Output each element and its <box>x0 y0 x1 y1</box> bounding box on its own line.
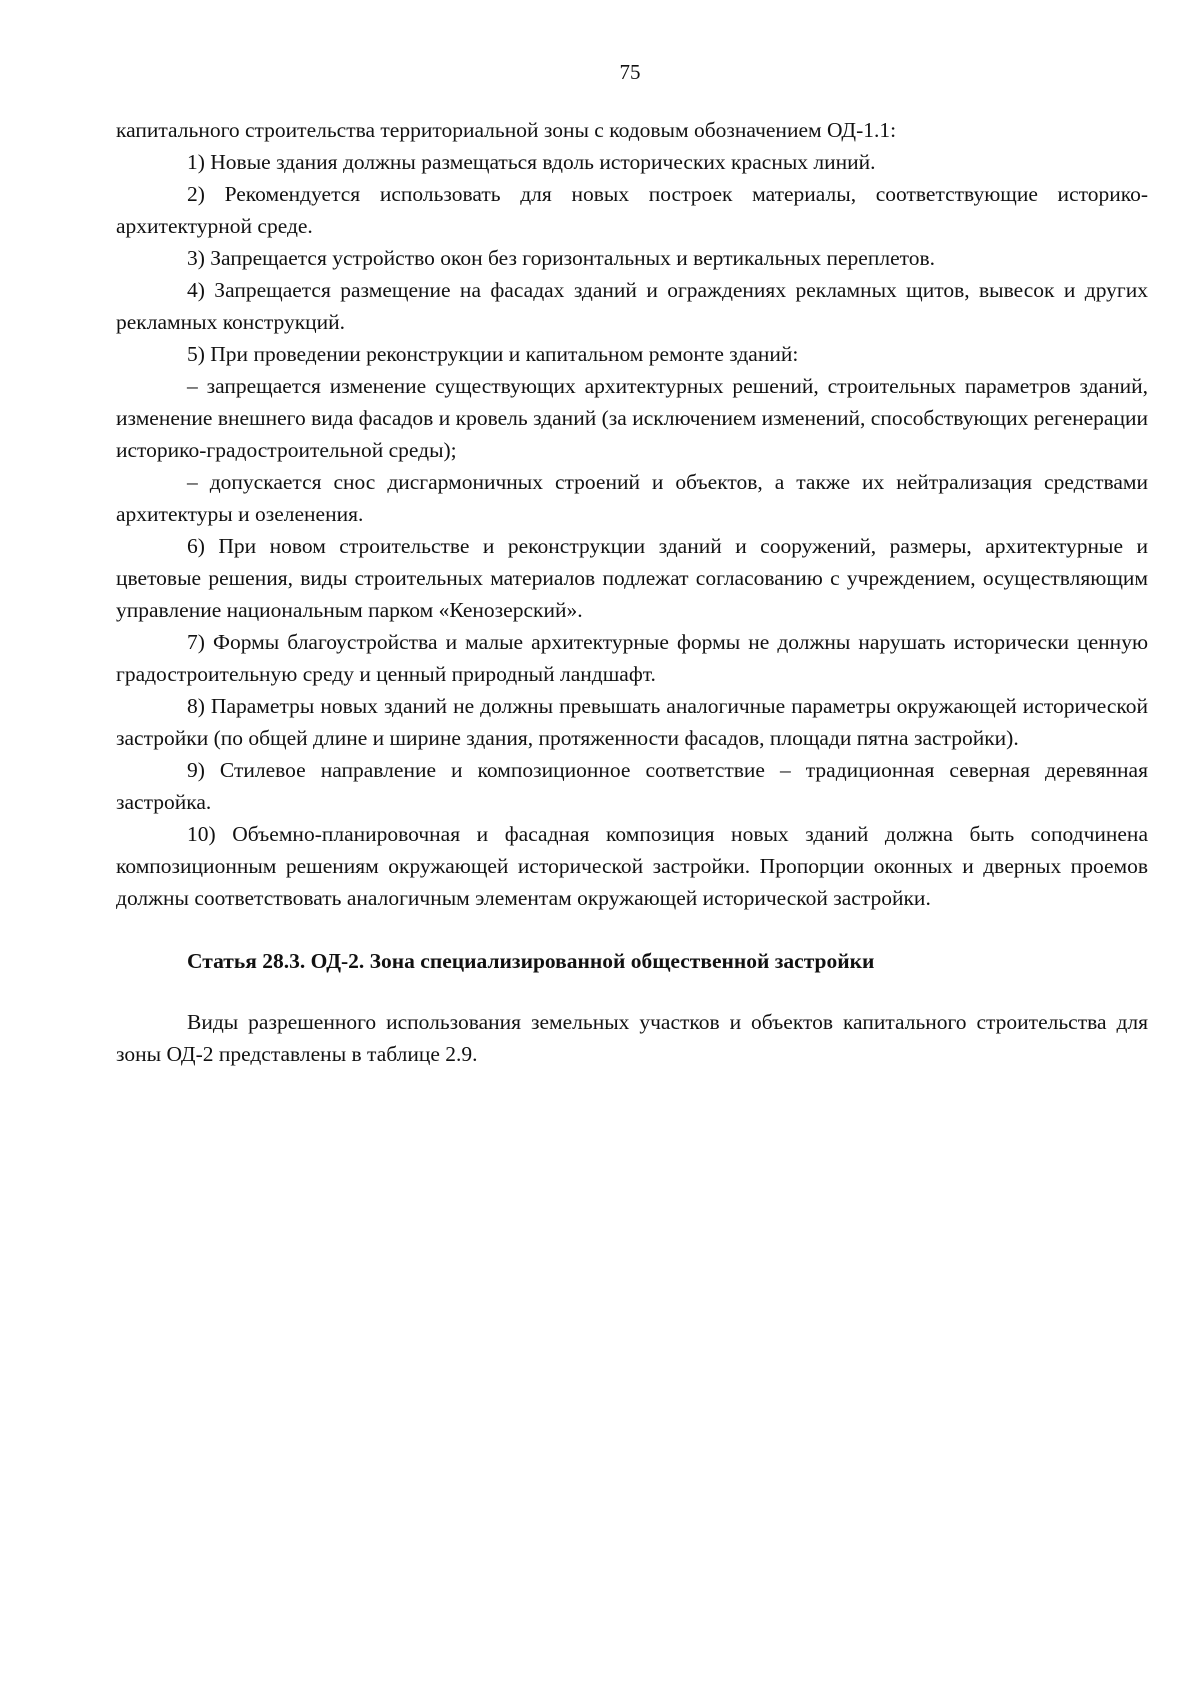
list-item-4: 4) Запрещается размещение на фасадах зданий и ограждениях рекламных щитов, вывесок и других рекламных конструкций. <box>116 278 1148 334</box>
list-item-3: 3) Запрещается устройство окон без горизонтальных и вертикальных переплетов. <box>187 246 936 270</box>
article-paragraph: Виды разрешенного использования земельных участков и объектов капитального строительства для зоны ОД-2 представлены в таблице 2.9. <box>116 1010 1148 1066</box>
list-item-10: 10) Объемно-планировочная и фасадная композиция новых зданий должна быть соподчинена композиционным решениям окружающей исторической застройки. Пропорции оконных и дверных проемов должны соответствовать аналогичным элементам окружающей исторической застройки. <box>116 822 1148 910</box>
list-item-7: 7) Формы благоустройства и малые архитектурные формы не должны нарушать исторически ценную градостроительную среду и ценный природный ландшафт. <box>116 630 1148 686</box>
list-item-2: 2) Рекомендуется использовать для новых построек материалы, соответствующие историко-архитектурной среде. <box>116 182 1148 238</box>
paragraph-continuation: капитального строительства территориальной зоны с кодовым обозначением ОД-1.1: <box>116 118 897 142</box>
list-item-5: 5) При проведении реконструкции и капитальном ремонте зданий: <box>187 342 799 366</box>
list-item-8: 8) Параметры новых зданий не должны превышать аналогичные параметры окружающей исторической застройки (по общей длине и ширине здания, протяженности фасадов, площади пятна застройки). <box>116 694 1148 750</box>
page-number: 75 <box>619 60 641 84</box>
list-item-5-sub-2: – допускается снос дисгармоничных строений и объектов, а также их нейтрализация средствами архитектуры и озеленения. <box>116 470 1148 526</box>
article-heading: Статья 28.3. ОД-2. Зона специализированной общественной застройки <box>187 949 875 973</box>
document-body <box>116 114 1148 1070</box>
list-item-1: 1) Новые здания должны размещаться вдоль исторических красных линий. <box>187 150 876 174</box>
list-item-5-sub-1: – запрещается изменение существующих архитектурных решений, строительных параметров зданий, изменение внешнего вида фасадов и кровель зданий (за исключением изменений, способствующих регенерации историко-градостроительной среды); <box>116 374 1148 462</box>
list-item-6: 6) При новом строительстве и реконструкции зданий и сооружений, размеры, архитектурные и цветовые решения, виды строительных материалов подлежат согласованию с учреждением, осуществляющим управление национальным парком «Кенозерский». <box>116 534 1148 622</box>
list-item-9: 9) Стилевое направление и композиционное соответствие – традиционная северная деревянная застройка. <box>116 758 1148 814</box>
